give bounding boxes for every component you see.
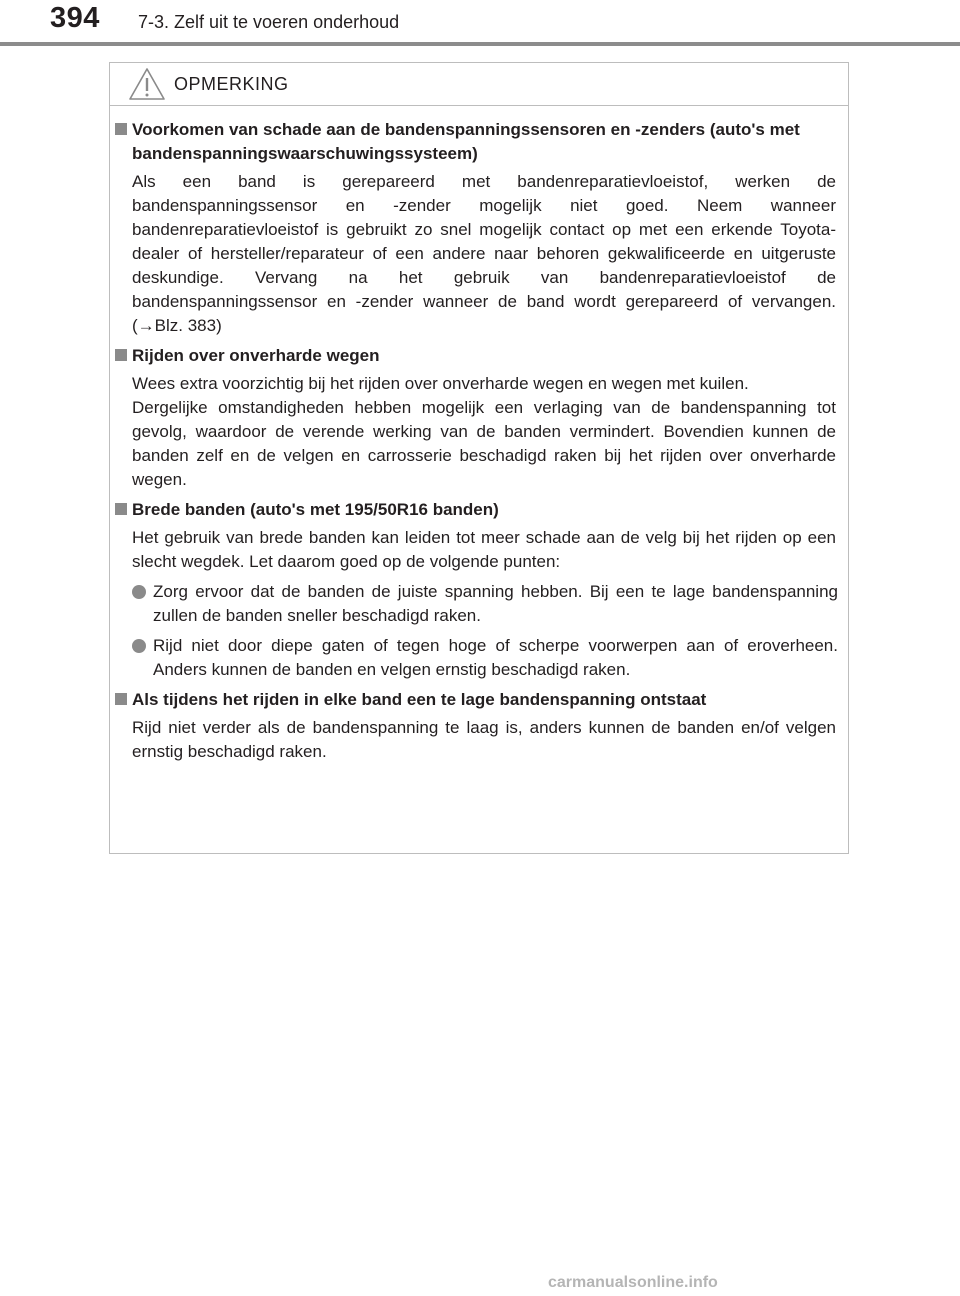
notice-item-low-pressure	[110, 688, 848, 764]
notice-item-sensor-damage	[110, 118, 848, 338]
item-paragraph: Wees extra voorzichtig bij het rijden over onverharde wegen en wegen met kuilen.	[132, 374, 749, 393]
notice-body	[110, 118, 848, 770]
square-bullet-icon	[115, 503, 127, 515]
sub-item	[132, 634, 838, 682]
header-rule	[0, 42, 960, 46]
item-heading: Als tijdens het rijden in elke band een te lage bandenspanning ontstaat	[132, 690, 707, 709]
watermark[interactable]: carmanualsonline.info	[548, 1274, 718, 1291]
round-bullet-icon	[132, 639, 146, 653]
notice-header	[110, 63, 848, 106]
item-heading: Rijden over onverharde wegen	[132, 346, 380, 365]
sub-item	[132, 580, 838, 628]
sub-item-text: Zorg ervoor dat de banden de juiste spanning hebben. Bij een te lage bandenspanning zullen de banden sneller beschadigd raken.	[153, 582, 838, 625]
item-paragraph: Als een band is gerepareerd met bandenreparatievloeistof, werken de bandenspanningssensor en -zender mogelijk niet goed. Neem wanneer bandenreparatievloeistof is gebruikt zo snel mogelijk contact op met een erkende Toyota-dealer of hersteller/reparateur of een andere naar behoren gekwalificeerde en uitgeruste deskundige. Vervang na het gebruik van bandenreparatievloeistof de bandenspanningssensor en -zender wanneer de band wordt gerepareerd of vervangen. (→Blz. 383)	[132, 172, 836, 335]
square-bullet-icon	[115, 693, 127, 705]
warning-triangle-icon	[128, 67, 166, 101]
notice-box	[109, 62, 849, 854]
item-paragraph: Rijd niet verder als de bandenspanning te laag is, anders kunnen de banden en/of velgen ernstig beschadigd raken.	[132, 718, 836, 761]
item-heading: Voorkomen van schade aan de bandenspanningssensoren en -zenders (auto's met bandenspanningswaarschuwingssysteem)	[132, 120, 800, 163]
notice-item-wide-tires	[110, 498, 848, 682]
round-bullet-icon	[132, 585, 146, 599]
page-number: 394	[50, 2, 100, 34]
item-paragraph: Het gebruik van brede banden kan leiden tot meer schade aan de velg bij het rijden op een slecht wegdek. Let daarom goed op de volgende punten:	[132, 528, 836, 571]
item-paragraph: Dergelijke omstandigheden hebben mogelijk een verlaging van de bandenspanning tot gevolg, waardoor de verende werking van de banden vermindert. Bovendien kunnen de banden zelf en de velgen en carrosserie beschadigd raken bij het rijden over onverharde wegen.	[132, 398, 836, 489]
notice-title: OPMERKING	[174, 74, 289, 94]
square-bullet-icon	[115, 349, 127, 361]
sub-item-text: Rijd niet door diepe gaten of tegen hoge of scherpe voorwerpen aan of eroverheen. Anders kunnen de banden en velgen ernstig beschadigd raken.	[153, 636, 838, 679]
item-heading: Brede banden (auto's met 195/50R16 banden)	[132, 500, 499, 519]
notice-item-unpaved-roads	[110, 344, 848, 492]
square-bullet-icon	[115, 123, 127, 135]
page-header	[0, 0, 960, 50]
section-title: 7-3. Zelf uit te voeren onderhoud	[138, 12, 400, 32]
